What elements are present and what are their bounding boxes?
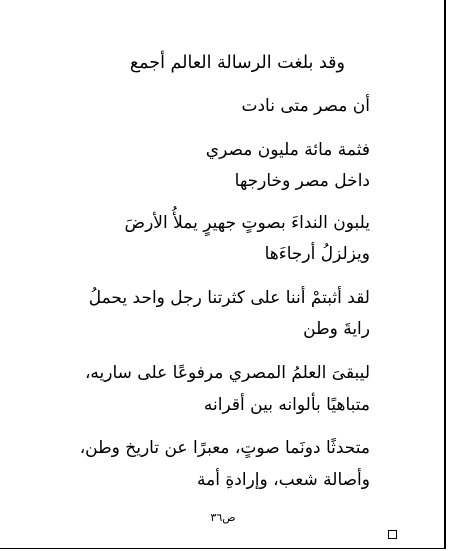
text-line: يلبون النداءَ بصوتٍ جهيرٍ يملأُ الأرضَ [124, 213, 370, 233]
text-line: أن مصر متى نادت [241, 96, 370, 116]
text-line: وأصالة شعب، وإرادةِ أمة [197, 470, 370, 490]
text-line: رايةَ وطن [303, 319, 370, 339]
text-line: داخل مصر وخارجها [234, 171, 370, 191]
text-line: ليبقىَ العلمُ المصري مرفوعًا على ساريه، [84, 363, 370, 383]
text-line: فثمة مائة مليون مصري [205, 140, 370, 160]
page-number: ص٣٦ [210, 511, 236, 524]
text-line: متباهيًا بألوانه بين أقرانه [203, 395, 370, 415]
document-title: وقد بلغت الرسالة العالم أجمع [129, 53, 345, 73]
text-line: ويزلزلُ أرجاءَها [264, 244, 370, 264]
corner-mark [388, 530, 397, 539]
text-line: لقد أثبتمْ أننا على كثرتنا رجل واحد يحملُ [88, 288, 370, 308]
text-line: متحدثًا دونَما صوتٍ، معبرًا عن تاريخ وطن، [79, 438, 370, 458]
